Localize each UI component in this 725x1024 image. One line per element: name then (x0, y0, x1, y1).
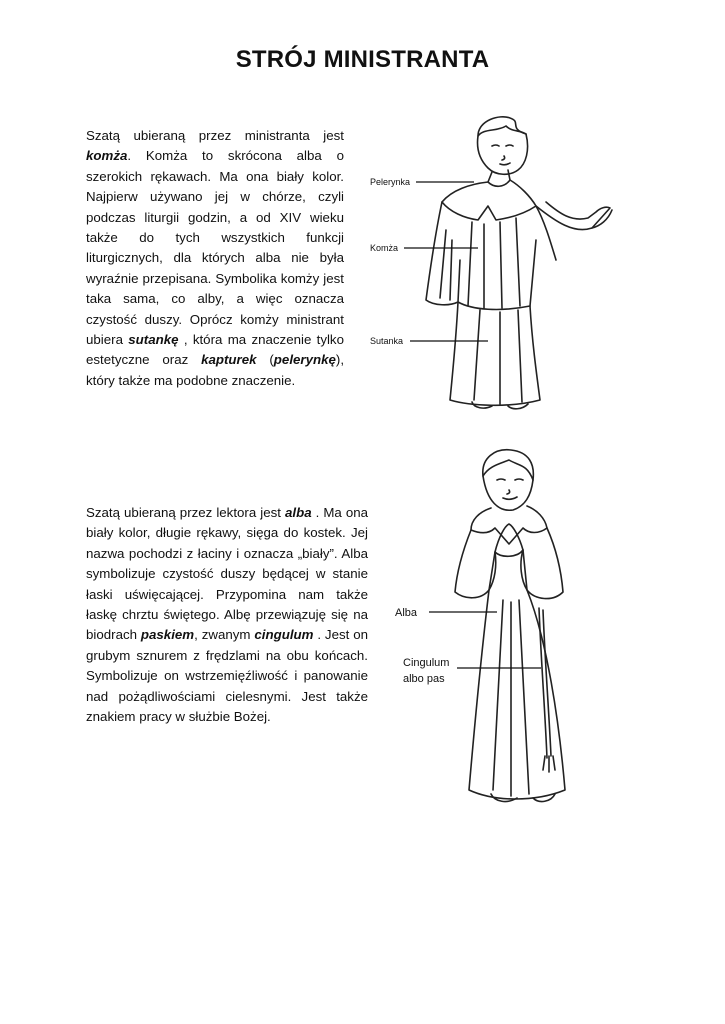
label-komza: Komża (370, 243, 399, 253)
label-cingulum-alt: albo pas (403, 673, 445, 685)
left-sleeve (455, 530, 495, 598)
hair (478, 126, 526, 136)
surplice-folds (440, 218, 520, 308)
term-cingulum: cingulum (254, 627, 314, 643)
alb (469, 590, 565, 799)
term-pasek: paskiem (140, 627, 195, 643)
paragraph-alba (86, 503, 368, 727)
text: . Komża to skrócona alba o szerokich rękawach. Ma ona biały kolor. Najpierw używano jej w chórze, czyli podczas liturgii godzin, a od XIV wieku także do tych wszystkich funkcji liturgicznych, dla których alba nie była wyraźnie przepisana. Symbolika komży jest taka sama, co alby, a więc oznacza czystość duszy. Oprócz komży ministrant ubiera (86, 148, 344, 348)
cape (442, 170, 536, 220)
page-title: STRÓJ MINISTRANTA (235, 46, 490, 73)
label-pelerynka: Pelerynka (370, 177, 411, 187)
head-outline (483, 450, 534, 511)
head-outline (477, 117, 527, 174)
text: ( (256, 352, 274, 368)
collar (488, 180, 510, 186)
cassock-folds (474, 310, 522, 404)
hair (483, 460, 533, 480)
cingulum (539, 608, 551, 758)
label-cingulum: Cingulum (403, 657, 450, 669)
cingulum-tassel (543, 756, 555, 772)
lector-illustration (395, 440, 575, 810)
term-alba: alba (284, 505, 312, 520)
text: Szatą ubieraną przez ministranta jest (86, 128, 344, 143)
text: Szatą ubieraną przez lektora jest (86, 505, 285, 520)
alb-folds (493, 600, 529, 796)
face-details (497, 479, 523, 499)
term-komza: komża (86, 148, 128, 164)
right-sleeve (523, 528, 563, 599)
hood (471, 506, 547, 544)
text: ), który także ma podobne znaczenie. (86, 352, 345, 388)
text: . Ma ona biały kolor, długie rękawy, sięga do kostek. Jej nazwa pochodzi z łaciny i oznacza „biały”. Alba symbolizuje czystość duszy będącej w stanie łaski uświęcającej. Przypomina nam także łaskę chrztu świętego. Albę przewiązuję się na biodrach (86, 505, 369, 643)
face-details (492, 145, 513, 165)
label-sutanka: Sutanka (370, 336, 404, 346)
text: , która ma znaczenie tylko estetyczne oraz (86, 332, 344, 368)
term-sutanka: sutankę (128, 332, 179, 348)
paragraph-komza (86, 126, 344, 391)
label-alba: Alba (395, 607, 418, 619)
term-pelerynka: pelerynkę (273, 352, 336, 368)
altar-server-illustration (360, 110, 620, 420)
cassock (450, 302, 540, 405)
text: , zwanym (194, 627, 255, 643)
text: . Jest on grubym sznurem z frędzlami na obu końcach. Symbolizuje on wstrzemięźliwość i panowanie nad pożądliwościami cielesnymi. Jest także znakiem pracy w służbie Bożej. (86, 627, 368, 725)
surplice (426, 202, 556, 309)
term-kapturek: kapturek (201, 352, 257, 368)
praying-hands (495, 524, 523, 556)
